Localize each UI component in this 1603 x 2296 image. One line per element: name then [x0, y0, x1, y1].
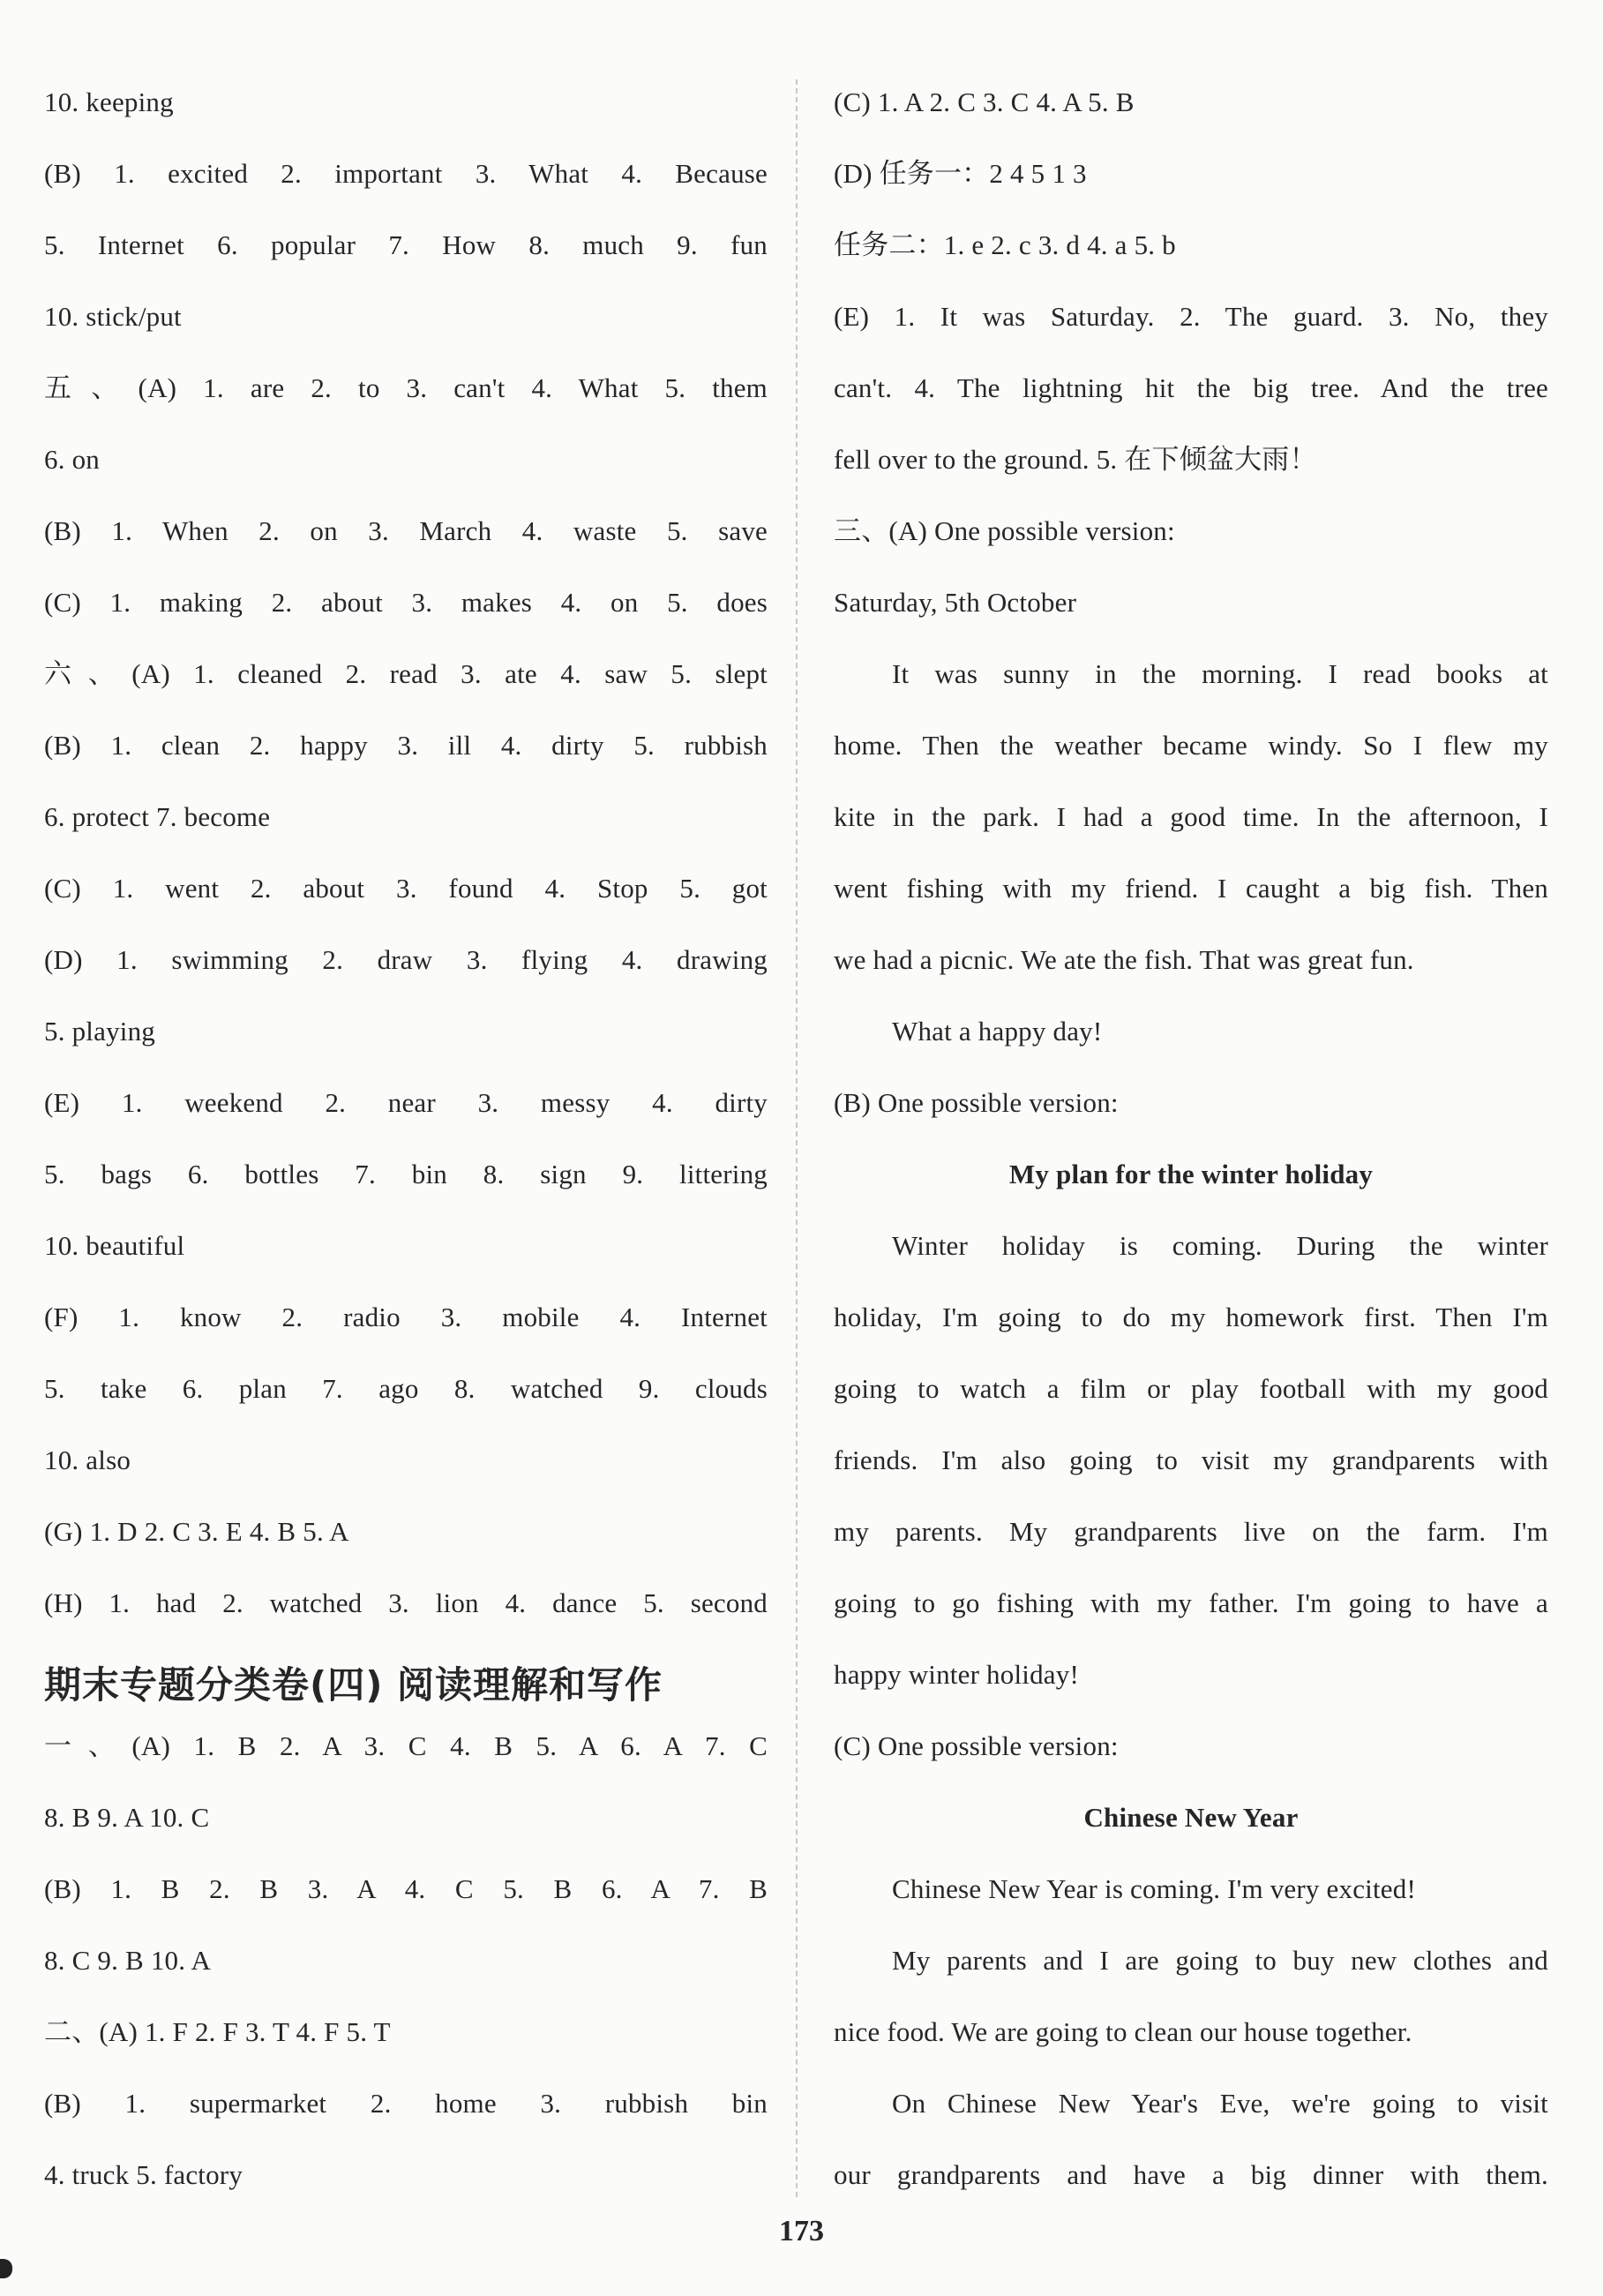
essay-line: happy winter holiday!	[834, 1659, 1079, 1690]
answer-line: (C) 1. went 2. about 3. found 4. Stop 5. got	[44, 873, 768, 904]
left-column	[44, 74, 768, 2218]
answer-line: (B) 1. excited 2. important 3. What 4. Because	[44, 158, 768, 189]
answer-line: 8. B 9. A 10. C	[44, 1802, 210, 1833]
answer-line: (B) 1. supermarket 2. home 3. rubbish bin	[44, 2088, 768, 2119]
answer-line: (B) 1. clean 2. happy 3. ill 4. dirty 5. rubbish	[44, 730, 768, 761]
answer-line: (G) 1. D 2. C 3. E 4. B 5. A	[44, 1516, 349, 1547]
essay-line: going to watch a film or play football with my good	[834, 1373, 1548, 1404]
essay-line: What a happy day!	[892, 1016, 1103, 1047]
answer-line: 8. C 9. B 10. A	[44, 1945, 212, 1976]
essay-line: nice food. We are going to clean our house together.	[834, 2016, 1412, 2047]
essay-label: (B) One possible version:	[834, 1087, 1119, 1118]
essay-label: 三、(A) One possible version:	[834, 515, 1175, 546]
answer-line: fell over to the ground. 5. 在下倾盆大雨！	[834, 444, 1317, 475]
answer-line: 6. protect 7. become	[44, 801, 271, 832]
answer-line: (D) 1. swimming 2. draw 3. flying 4. drawing	[44, 944, 768, 975]
answer-line: (H) 1. had 2. watched 3. lion 4. dance 5. second	[44, 1587, 768, 1618]
answer-line: can't. 4. The lightning hit the big tree. And the tree	[834, 372, 1548, 403]
essay-line: our grandparents and have a big dinner with them.	[834, 2159, 1548, 2190]
essay-title: Chinese New Year	[1083, 1802, 1299, 1833]
answer-line: 二、(A) 1. F 2. F 3. T 4. F 5. T	[44, 2016, 391, 2047]
answer-line: 六、(A) 1. cleaned 2. read 3. ate 4. saw 5. slept	[44, 658, 768, 689]
essay-line: kite in the park. I had a good time. In the afternoon, I	[834, 801, 1548, 832]
essay-line: It was sunny in the morning. I read books at	[892, 658, 1548, 689]
answer-line: 10. also	[44, 1444, 131, 1475]
answer-line: 5. Internet 6. popular 7. How 8. much 9. fun	[44, 229, 768, 260]
essay-line: went fishing with my friend. I caught a big fish. Then	[834, 873, 1548, 904]
essay-label: (C) One possible version:	[834, 1730, 1119, 1761]
answer-line: 4. truck 5. factory	[44, 2159, 243, 2190]
answer-line: 5. playing	[44, 1016, 155, 1047]
essay-line: On Chinese New Year's Eve, we're going to visit	[892, 2088, 1548, 2119]
essay-title: My plan for the winter holiday	[1008, 1159, 1374, 1189]
answer-line: (C) 1. making 2. about 3. makes 4. on 5. does	[44, 587, 768, 618]
answer-line: (B) 1. B 2. B 3. A 4. C 5. B 6. A 7. B	[44, 1873, 768, 1904]
essay-date: Saturday, 5th October	[834, 587, 1077, 618]
essay-line: my parents. My grandparents live on the farm. I'm	[834, 1516, 1548, 1547]
answer-line: 10. keeping	[44, 86, 174, 117]
answer-line: (E) 1. weekend 2. near 3. messy 4. dirty	[44, 1087, 768, 1118]
answer-line: 一、(A) 1. B 2. A 3. C 4. B 5. A 6. A 7. C	[44, 1730, 768, 1761]
essay-line: Chinese New Year is coming. I'm very excited!	[892, 1873, 1416, 1904]
section-title: 期末专题分类卷(四) 阅读理解和写作	[44, 1663, 663, 1707]
essay-line: we had a picnic. We ate the fish. That was great fun.	[834, 944, 1414, 975]
answer-line: 任务二：1. e 2. c 3. d 4. a 5. b	[834, 229, 1176, 260]
corner-mark	[0, 2259, 12, 2278]
column-divider	[796, 79, 798, 2197]
answer-line: 5. bags 6. bottles 7. bin 8. sign 9. littering	[44, 1159, 768, 1189]
answer-line: (B) 1. When 2. on 3. March 4. waste 5. save	[44, 515, 768, 546]
essay-line: Winter holiday is coming. During the winter	[892, 1230, 1548, 1261]
answer-line: (E) 1. It was Saturday. 2. The guard. 3. No, they	[834, 301, 1548, 332]
answer-line: (C) 1. A 2. C 3. C 4. A 5. B	[834, 86, 1135, 117]
answer-line: 10. beautiful	[44, 1230, 185, 1261]
page-number: 173	[779, 2215, 824, 2247]
answer-line: (F) 1. know 2. radio 3. mobile 4. Internet	[44, 1302, 768, 1332]
answer-line: (D) 任务一：2 4 5 1 3	[834, 158, 1087, 189]
right-column	[834, 74, 1548, 2218]
essay-line: friends. I'm also going to visit my grandparents with	[834, 1444, 1548, 1475]
answer-line: 5. take 6. plan 7. ago 8. watched 9. clouds	[44, 1373, 768, 1404]
answer-line: 6. on	[44, 444, 100, 475]
answer-line: 五、(A) 1. are 2. to 3. can't 4. What 5. them	[44, 372, 768, 403]
essay-line: home. Then the weather became windy. So I flew my	[834, 730, 1548, 761]
answer-line: 10. stick/put	[44, 301, 182, 332]
essay-line: going to go fishing with my father. I'm going to have a	[834, 1587, 1548, 1618]
essay-line: My parents and I are going to buy new clothes and	[892, 1945, 1548, 1976]
essay-line: holiday, I'm going to do my homework first. Then I'm	[834, 1302, 1548, 1332]
